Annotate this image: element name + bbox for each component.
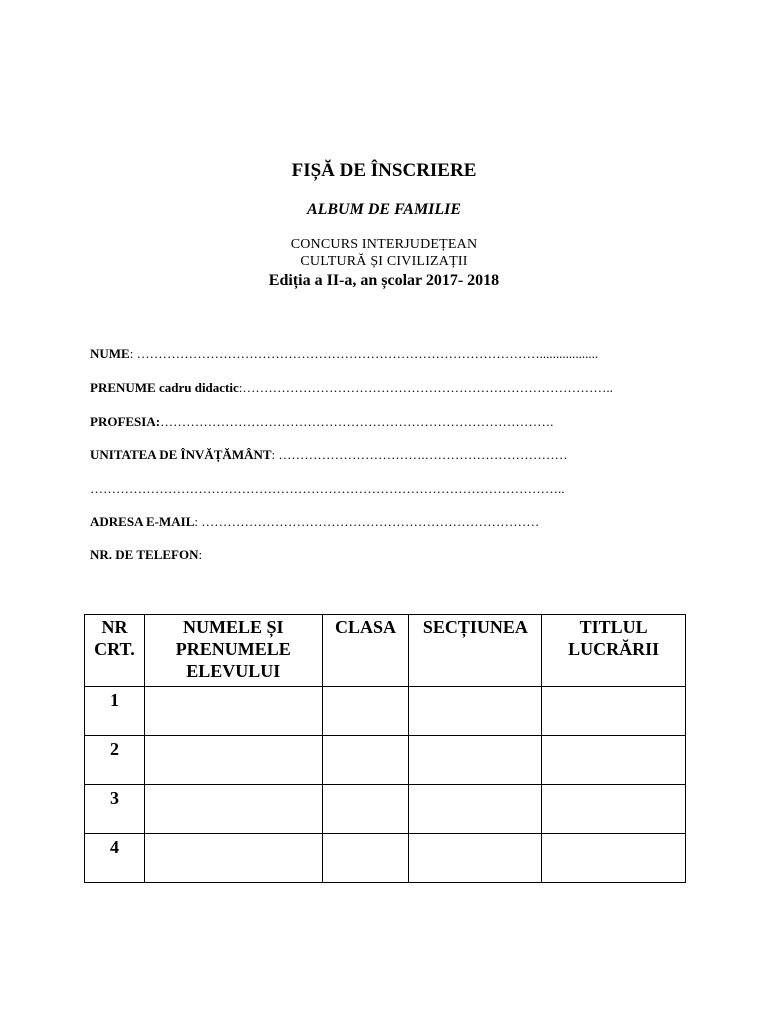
field-label: PRENUME cadru didactic — [90, 380, 239, 395]
table-header-row — [85, 615, 686, 687]
cell-titlul[interactable] — [542, 785, 686, 834]
contest-name-line1: CONCURS INTERJUDEȚEAN — [290, 237, 478, 252]
table-row — [85, 785, 686, 834]
header-nr-crt: NR CRT. — [85, 615, 145, 687]
field-label: NUME — [90, 346, 130, 361]
contest-name-line2: CULTURĂ ȘI CIVILIZAȚII — [300, 254, 468, 269]
cell-titlul[interactable] — [542, 834, 686, 883]
cell-sectiunea[interactable] — [409, 785, 542, 834]
cell-clasa[interactable] — [322, 736, 409, 785]
field-unitatea-continuation[interactable] — [90, 481, 565, 497]
cell-clasa[interactable] — [322, 687, 409, 736]
field-dots: ………………………………………………………………………………….................. — [136, 346, 599, 361]
field-label: UNITATEA DE ÎNVĂȚĂMÂNT — [90, 447, 272, 462]
field-email[interactable] — [90, 514, 539, 530]
row-number: 4 — [85, 834, 145, 883]
cell-titlul[interactable] — [542, 736, 686, 785]
field-dots: ……………………………………………………………………………………………….. — [90, 481, 565, 496]
cell-sectiunea[interactable] — [409, 687, 542, 736]
album-subtitle: ALBUM DE FAMILIE — [306, 201, 462, 218]
students-table — [84, 614, 686, 883]
field-separator: : — [198, 547, 203, 562]
edition-line: Ediția a II-a, an școlar 2017- 2018 — [268, 272, 500, 289]
field-separator: : — [271, 447, 279, 462]
table-row — [85, 687, 686, 736]
cell-nume-elev[interactable] — [144, 687, 322, 736]
field-nume[interactable] — [90, 346, 598, 362]
field-prenume-cadru[interactable] — [90, 380, 613, 396]
row-number: 1 — [85, 687, 145, 736]
table-row — [85, 736, 686, 785]
field-dots: ………………………………………………………………………….. — [242, 380, 613, 395]
field-dots: …………………………….…………………………… — [278, 447, 568, 462]
cell-titlul[interactable] — [542, 687, 686, 736]
cell-sectiunea[interactable] — [409, 736, 542, 785]
header-clasa: CLASA — [322, 615, 409, 687]
cell-nume-elev[interactable] — [144, 834, 322, 883]
field-dots: …………………………………………………………………… — [201, 514, 540, 529]
field-profesia[interactable] — [90, 414, 553, 430]
cell-clasa[interactable] — [322, 834, 409, 883]
field-label: NR. DE TELEFON — [90, 547, 199, 562]
header-sectiunea: SECȚIUNEA — [409, 615, 542, 687]
cell-nume-elev[interactable] — [144, 736, 322, 785]
field-label: ADRESA E-MAIL — [90, 514, 195, 529]
table-row — [85, 834, 686, 883]
field-dots: ………………………………………………………………………………. — [160, 414, 554, 429]
row-number: 3 — [85, 785, 145, 834]
field-separator: : — [238, 380, 243, 395]
field-label: PROFESIA: — [90, 414, 161, 429]
field-telefon[interactable] — [90, 547, 202, 563]
cell-nume-elev[interactable] — [144, 785, 322, 834]
cell-sectiunea[interactable] — [409, 834, 542, 883]
header-titlul: TITLUL LUCRĂRII — [542, 615, 686, 687]
form-title: FIȘĂ DE ÎNSCRIERE — [291, 160, 477, 181]
header-nume-elev: NUMELE ȘI PRENUMELE ELEVULUI — [144, 615, 322, 687]
field-unitatea[interactable] — [90, 447, 568, 463]
row-number: 2 — [85, 736, 145, 785]
field-separator: : — [194, 514, 202, 529]
field-separator: : — [129, 346, 137, 361]
cell-clasa[interactable] — [322, 785, 409, 834]
